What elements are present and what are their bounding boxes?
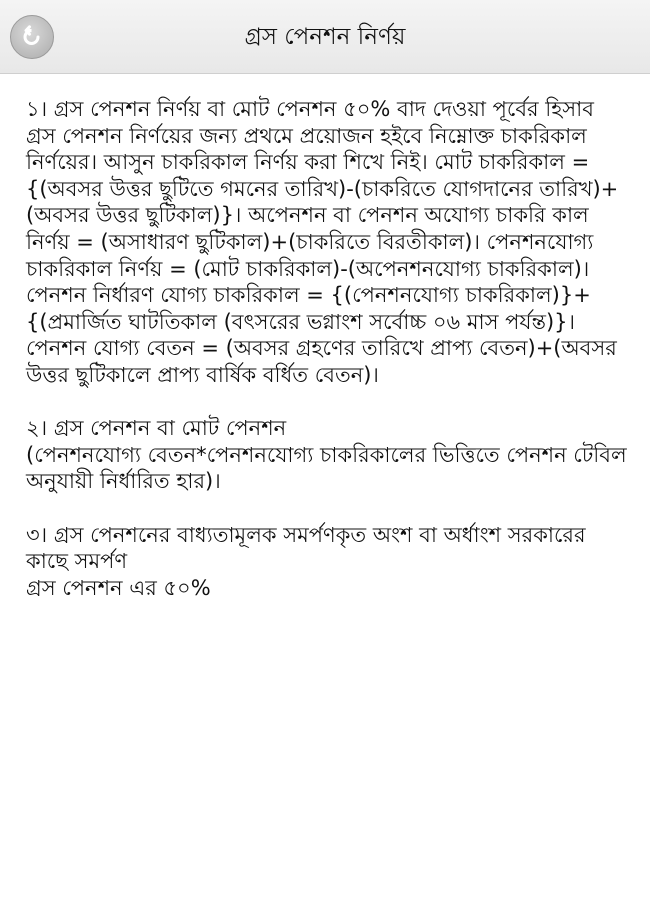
back-arrow-icon	[19, 24, 45, 50]
article-content	[26, 96, 630, 628]
section-gross-pension-calc	[26, 96, 630, 389]
section-heading: ১। গ্রস পেনশন নির্ণয় বা মোট পেনশন ৫০% বাদ দেওয়া পূর্বের হিসাব	[26, 97, 594, 121]
section-body: গ্রস পেনশন নির্ণয়ের জন্য প্রথমে প্রয়োজন হইবে নিম্নোক্ত চাকরিকাল নির্ণয়ের। আসুন চাকরিকাল নির্ণয় করা শিখে নিই। মোট চাকরিকাল = {(অবসর উত্তর ছুটিতে গমনের তারিখ)-(চাকরিতে যোগদানের তারিখ)+(অবসর উত্তর ছুটিকাল)}। অপেনশন বা পেনশন অযোগ্য চাকরি কাল নির্ণয় = (অসাধারণ ছুটিকাল)+(চাকরিতে বিরতীকাল)। পেনশনযোগ্য চাকরিকাল নির্ণয় = (মোট চাকরিকাল)-(অপেনশনযোগ্য চাকরিকাল)। পেনশন নির্ধারণ যোগ্য চাকরিকাল = {(পেনশনযোগ্য চাকরিকাল)}+{(প্রমার্জিত ঘাটতিকাল (বৎসরের ভগ্নাংশ সর্বোচ্চ ০৬ মাস পর্যন্ত)}। পেনশন যোগ্য বেতন = (অবসর গ্রহণের তারিখে প্রাপ্য বেতন)+(অবসর উত্তর ছুটিকালে প্রাপ্য বার্ষিক বর্ধিত বেতন)।	[26, 123, 619, 387]
app-header	[0, 0, 650, 74]
section-heading: ২। গ্রস পেনশন বা মোট পেনশন	[26, 416, 287, 441]
section-body: (পেনশনযোগ্য বেতন*পেনশনযোগ্য চাকরিকালের ভিত্তিতে পেনশন টেবিল অনুযায়ী নির্ধারিত হার)।	[26, 442, 627, 494]
section-gross-pension	[26, 415, 630, 495]
back-button[interactable]	[10, 15, 54, 59]
page-title: গ্রস পেনশন নির্ণয়	[244, 24, 406, 50]
section-mandatory-surrender	[26, 522, 630, 602]
section-body: গ্রস পেনশন এর ৫০%	[26, 575, 211, 600]
section-heading: ৩। গ্রস পেনশনের বাধ্যতামূলক সমর্পণকৃত অংশ বা অর্ধাংশ সরকারের কাছে সমর্পণ	[26, 522, 586, 574]
